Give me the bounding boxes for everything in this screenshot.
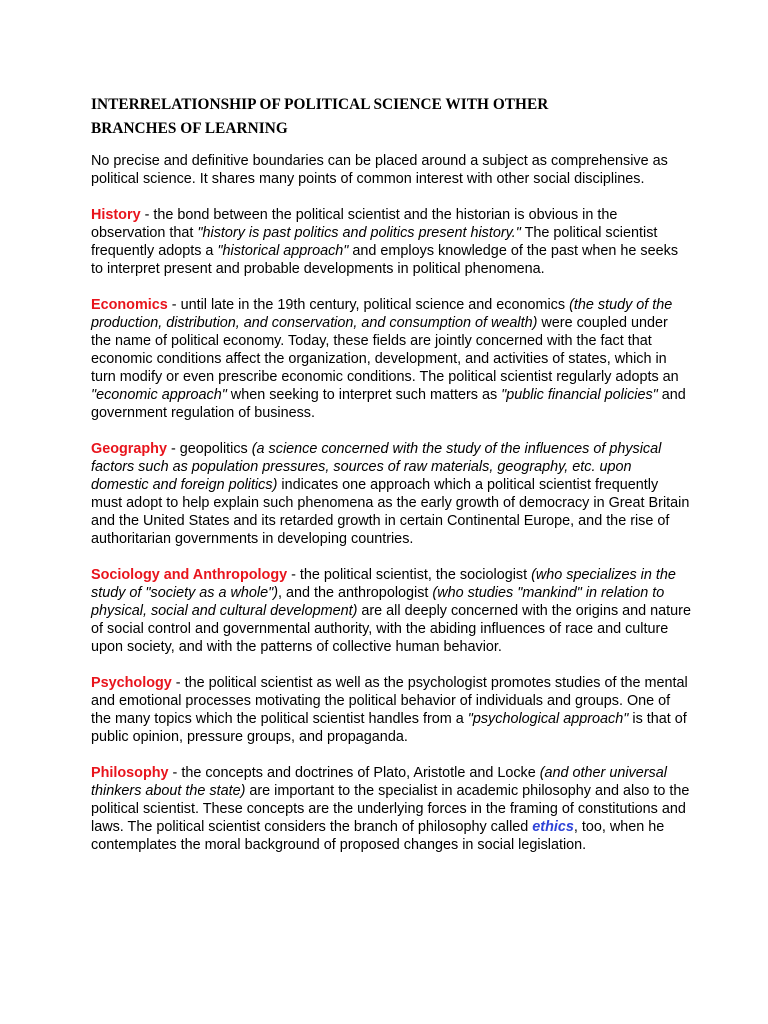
geography-paragraph: [91, 440, 691, 548]
geography-definition: (a science concerned with the study of the influences of physical factors such as population pressures, sources of raw materials, geography, etc. upon domestic and foreign politics): [91, 441, 662, 493]
sociology-text-3: are all deeply concerned with the origins and nature of social control and governmental authority, with the abiding influences of race and culture upon society, and with the patterns of collective human behavior.: [91, 603, 691, 655]
geography-text-1: - geopolitics: [166, 441, 252, 457]
philosophy-text-1: - the concepts and doctrines of Plato, Aristotle and Locke: [168, 765, 540, 781]
economics-text-4: and government regulation of business.: [91, 387, 686, 421]
sociology-definition: (who specializes in the study of "society as a whole"): [91, 567, 676, 601]
anthropology-definition: (who studies "mankind" in relation to physical, social and cultural development): [91, 585, 665, 619]
philosophy-paragraph: [91, 764, 691, 854]
philosophy-term: Philosophy: [91, 765, 169, 781]
economics-paragraph: [91, 296, 691, 422]
economics-definition: (the study of the production, distribution, and conservation, and consumption of wealth): [91, 297, 673, 331]
philosophy-text-3: , too, when he contemplates the moral background of proposed changes in social legislation.: [91, 819, 665, 853]
page-title: [91, 93, 691, 141]
sociology-text-2: , and the anthropologist: [278, 585, 433, 601]
geography-text-2: indicates one approach which a political scientist frequently must adopt to help explain such phenomena as the early growth of democracy in Great Britain and the United States and its retarded growth in certain Continental Europe, and the rise of authoritarian governments in developing countries.: [91, 477, 690, 547]
philosophy-aside: (and other universal thinkers about the state): [91, 765, 667, 799]
economics-term: Economics: [91, 297, 168, 313]
ethics-link[interactable]: ethics: [532, 819, 574, 835]
philosophy-text-2: are important to the specialist in academic philosophy and also to the political scientist. These concepts are the underlying forces in the framing of constitutions and laws. The political scientist considers the branch of philosophy called: [91, 783, 690, 835]
geography-term: Geography: [91, 441, 167, 457]
sociology-paragraph: [91, 566, 691, 656]
document-page: [91, 93, 691, 872]
economics-quote-2: "public financial policies": [501, 387, 658, 403]
history-text-1: - the bond between the political scientist and the historian is obvious in the observation that: [91, 207, 618, 241]
history-term: History: [91, 207, 141, 223]
economics-text-3: when seeking to interpret such matters as: [226, 387, 502, 403]
intro-paragraph: No precise and definitive boundaries can be placed around a subject as comprehensive as political science. It shares many points of common interest with other social disciplines.: [91, 153, 668, 187]
sociology-text-1: - the political scientist, the sociologist: [287, 567, 532, 583]
economics-text-2: were coupled under the name of political economy. Today, these fields are jointly concerned with the fact that economic conditions affect the organization, development, and activities of states, which in turn modify or even prescribe economic conditions. The political scientist regularly adopts an: [91, 315, 679, 385]
history-paragraph: [91, 206, 691, 278]
economics-text-1: - until late in the 19th century, political science and economics: [167, 297, 570, 313]
psychology-text-1: - the political scientist as well as the psychologist promotes studies of the mental and emotional processes motivating the political behavior of individuals and groups. One of the many topics which the political scientist handles from a: [91, 675, 688, 727]
title-line-2: BRANCHES OF LEARNING: [91, 120, 288, 137]
psychology-paragraph: [91, 674, 691, 746]
sociology-term: Sociology and Anthropology: [91, 567, 288, 583]
history-text-3: and employs knowledge of the past when he seeks to interpret present and probable developments in political phenomena.: [91, 243, 679, 277]
psychology-term: Psychology: [91, 675, 172, 691]
history-quote-2: "historical approach": [217, 243, 349, 259]
title-line-1: INTERRELATIONSHIP OF POLITICAL SCIENCE WITH OTHER: [91, 96, 549, 113]
history-text-2: The political scientist frequently adopts a: [91, 225, 658, 259]
history-quote-1: "history is past politics and politics present history.": [197, 225, 521, 241]
psychology-text-2: is that of public opinion, pressure groups, and propaganda.: [91, 711, 687, 745]
economics-quote-1: "economic approach": [91, 387, 227, 403]
psychology-quote: "psychological approach": [467, 711, 629, 727]
